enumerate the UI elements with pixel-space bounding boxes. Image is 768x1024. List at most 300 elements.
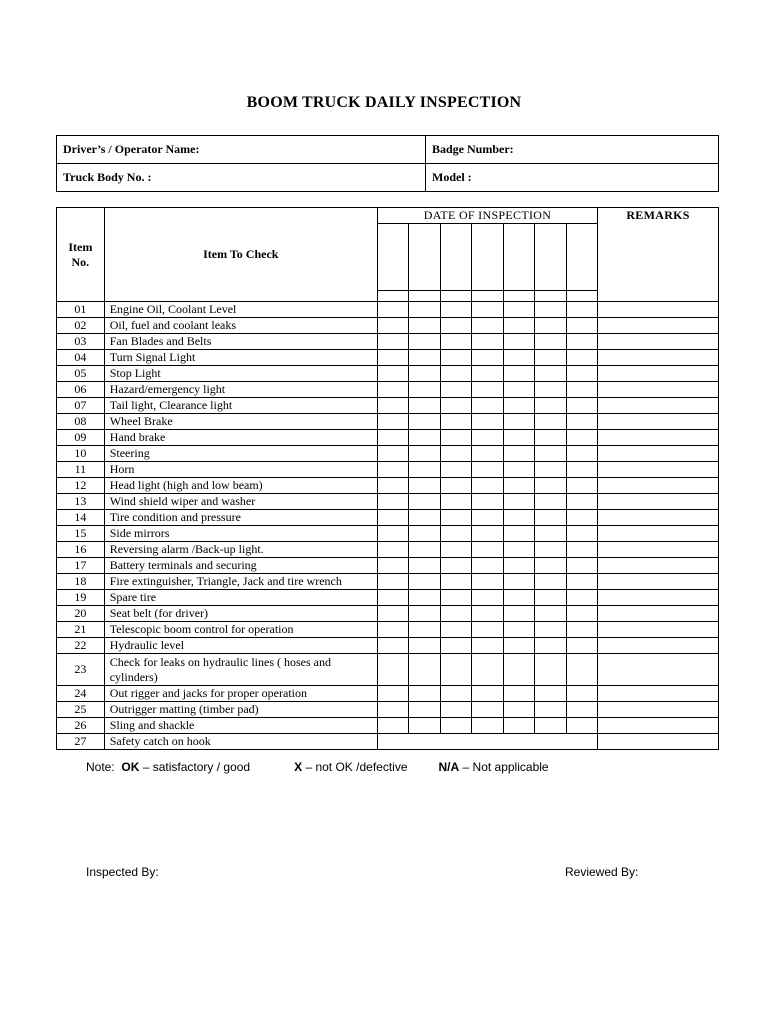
- date-check-cell[interactable]: [535, 606, 566, 622]
- date-check-cell[interactable]: [566, 590, 597, 606]
- date-check-cell[interactable]: [409, 366, 440, 382]
- remarks-cell[interactable]: [598, 414, 719, 430]
- date-check-cell[interactable]: [377, 510, 408, 526]
- col-date-header: DATE OF INSPECTION: [377, 208, 597, 224]
- item-to-check: Battery terminals and securing: [104, 558, 377, 574]
- inspection-table: [56, 207, 719, 750]
- date-check-cell[interactable]: [377, 446, 408, 462]
- date-spacer-cell: [503, 291, 534, 302]
- date-check-cell[interactable]: [440, 334, 471, 350]
- remarks-cell[interactable]: [598, 350, 719, 366]
- date-check-cell[interactable]: [566, 414, 597, 430]
- date-check-cell[interactable]: [503, 398, 534, 414]
- date-check-cell[interactable]: [503, 318, 534, 334]
- item-to-check: Outrigger matting (timber pad): [104, 702, 377, 718]
- item-number: 17: [57, 558, 105, 574]
- remarks-cell[interactable]: [598, 462, 719, 478]
- date-check-cell[interactable]: [566, 510, 597, 526]
- date-check-cell[interactable]: [377, 430, 408, 446]
- page-title: BOOM TRUCK DAILY INSPECTION: [246, 94, 522, 111]
- date-check-cell[interactable]: [377, 574, 408, 590]
- remarks-cell[interactable]: [598, 526, 719, 542]
- date-check-cell[interactable]: [566, 334, 597, 350]
- remarks-cell[interactable]: [598, 302, 719, 318]
- item-to-check: Tail light, Clearance light: [104, 398, 377, 414]
- date-check-cell[interactable]: [535, 718, 566, 734]
- date-check-cell[interactable]: [377, 398, 408, 414]
- item-to-check: Spare tire: [104, 590, 377, 606]
- date-check-cell[interactable]: [472, 478, 503, 494]
- date-check-cell[interactable]: [472, 350, 503, 366]
- date-check-cell[interactable]: [472, 302, 503, 318]
- date-check-cell[interactable]: [566, 558, 597, 574]
- item-to-check: Seat belt (for driver): [104, 606, 377, 622]
- date-check-cell[interactable]: [472, 654, 503, 686]
- date-check-cell[interactable]: [440, 702, 471, 718]
- date-check-cell[interactable]: [566, 366, 597, 382]
- date-check-cell[interactable]: [503, 558, 534, 574]
- date-check-cell[interactable]: [535, 414, 566, 430]
- date-check-cell[interactable]: [535, 350, 566, 366]
- item-number: 15: [57, 526, 105, 542]
- date-check-cell[interactable]: [503, 718, 534, 734]
- date-check-cell[interactable]: [377, 350, 408, 366]
- remarks-cell[interactable]: [598, 702, 719, 718]
- date-check-cell[interactable]: [377, 526, 408, 542]
- date-check-cell[interactable]: [472, 446, 503, 462]
- item-to-check: Wheel Brake: [104, 414, 377, 430]
- date-check-cell[interactable]: [503, 526, 534, 542]
- date-check-cell[interactable]: [409, 542, 440, 558]
- date-check-cell[interactable]: [503, 334, 534, 350]
- remarks-cell[interactable]: [598, 398, 719, 414]
- x-text: – not OK /defective: [302, 760, 408, 774]
- date-check-cell[interactable]: [409, 718, 440, 734]
- date-check-cell[interactable]: [472, 366, 503, 382]
- date-check-cell[interactable]: [566, 542, 597, 558]
- badge-number-field[interactable]: [426, 136, 719, 164]
- date-check-cell[interactable]: [472, 590, 503, 606]
- item-number: 13: [57, 494, 105, 510]
- date-spacer-cell: [440, 291, 471, 302]
- table-row: [57, 398, 719, 414]
- remarks-cell[interactable]: [598, 654, 719, 686]
- remarks-cell[interactable]: [598, 382, 719, 398]
- table-row: [57, 462, 719, 478]
- date-entry-cell[interactable]: [440, 224, 471, 291]
- table-row: [57, 542, 719, 558]
- date-check-cell[interactable]: [377, 718, 408, 734]
- date-check-cell[interactable]: [503, 366, 534, 382]
- date-check-cell[interactable]: [535, 462, 566, 478]
- remarks-cell[interactable]: [598, 638, 719, 654]
- date-check-cell[interactable]: [535, 382, 566, 398]
- date-check-cell[interactable]: [440, 350, 471, 366]
- date-check-cell[interactable]: [409, 574, 440, 590]
- date-entry-cell[interactable]: [535, 224, 566, 291]
- date-check-cell[interactable]: [503, 478, 534, 494]
- date-check-cell[interactable]: [440, 526, 471, 542]
- date-check-cell[interactable]: [409, 606, 440, 622]
- date-check-cell[interactable]: [409, 462, 440, 478]
- col-item-no-line1: Item: [68, 239, 93, 254]
- item-to-check: Side mirrors: [104, 526, 377, 542]
- date-check-cell[interactable]: [503, 606, 534, 622]
- item-number: 26: [57, 718, 105, 734]
- date-check-cell[interactable]: [535, 654, 566, 686]
- table-row: [57, 382, 719, 398]
- date-check-cell[interactable]: [377, 606, 408, 622]
- date-check-cell[interactable]: [472, 382, 503, 398]
- date-check-cell[interactable]: [440, 718, 471, 734]
- date-check-cell[interactable]: [503, 462, 534, 478]
- date-check-cell[interactable]: [409, 558, 440, 574]
- date-check-cell[interactable]: [377, 414, 408, 430]
- date-check-cell[interactable]: [535, 318, 566, 334]
- driver-operator-name-field[interactable]: [57, 136, 426, 164]
- date-check-cell[interactable]: [566, 622, 597, 638]
- date-check-cell[interactable]: [566, 654, 597, 686]
- ok-code: OK: [121, 760, 140, 774]
- date-check-cell[interactable]: [503, 430, 534, 446]
- date-check-cell[interactable]: [409, 350, 440, 366]
- date-check-cell[interactable]: [440, 606, 471, 622]
- legend-note: [86, 760, 549, 774]
- date-check-cell[interactable]: [472, 686, 503, 702]
- date-spacer-cell: [566, 291, 597, 302]
- table-row: [57, 430, 719, 446]
- date-check-cell[interactable]: [566, 718, 597, 734]
- item-number: 22: [57, 638, 105, 654]
- item-to-check: Stop Light: [104, 366, 377, 382]
- date-check-cell[interactable]: [377, 478, 408, 494]
- date-check-cell[interactable]: [503, 590, 534, 606]
- date-check-cell[interactable]: [377, 622, 408, 638]
- date-check-cell[interactable]: [566, 446, 597, 462]
- date-check-cell[interactable]: [377, 590, 408, 606]
- date-check-cell[interactable]: [503, 702, 534, 718]
- item-to-check: Fire extinguisher, Triangle, Jack and tire wrench: [104, 574, 377, 590]
- item-to-check: Head light (high and low beam): [104, 478, 377, 494]
- col-remarks-header: REMARKS: [598, 208, 719, 302]
- date-check-cell[interactable]: [535, 334, 566, 350]
- date-check-cell[interactable]: [377, 494, 408, 510]
- date-check-cell[interactable]: [440, 430, 471, 446]
- item-to-check: Engine Oil, Coolant Level: [104, 302, 377, 318]
- date-check-cell[interactable]: [472, 542, 503, 558]
- date-check-cell[interactable]: [535, 446, 566, 462]
- item-to-check: Fan Blades and Belts: [104, 334, 377, 350]
- remarks-cell[interactable]: [598, 574, 719, 590]
- date-check-cell[interactable]: [566, 350, 597, 366]
- date-check-cell[interactable]: [472, 430, 503, 446]
- date-check-cell[interactable]: [503, 510, 534, 526]
- date-check-cell[interactable]: [409, 446, 440, 462]
- date-check-cell[interactable]: [535, 702, 566, 718]
- date-check-cell[interactable]: [409, 654, 440, 686]
- date-check-cell[interactable]: [409, 686, 440, 702]
- table-row: [57, 702, 719, 718]
- date-check-cell[interactable]: [409, 702, 440, 718]
- remarks-cell[interactable]: [598, 430, 719, 446]
- date-check-cell[interactable]: [409, 382, 440, 398]
- item-number: 11: [57, 462, 105, 478]
- date-check-cell[interactable]: [440, 398, 471, 414]
- remarks-cell[interactable]: [598, 622, 719, 638]
- remarks-cell[interactable]: [598, 366, 719, 382]
- date-check-cell[interactable]: [440, 382, 471, 398]
- na-text: – Not applicable: [459, 760, 549, 774]
- date-check-cell[interactable]: [535, 590, 566, 606]
- date-entry-cell[interactable]: [377, 224, 408, 291]
- date-check-cell[interactable]: [409, 414, 440, 430]
- remarks-cell[interactable]: [598, 318, 719, 334]
- date-check-cell[interactable]: [566, 494, 597, 510]
- date-entry-cell[interactable]: [503, 224, 534, 291]
- date-check-cell[interactable]: [535, 622, 566, 638]
- date-check-cell[interactable]: [503, 686, 534, 702]
- date-check-cell[interactable]: [472, 558, 503, 574]
- item-to-check: Steering: [104, 446, 377, 462]
- date-check-cell[interactable]: [440, 638, 471, 654]
- date-check-cell[interactable]: [566, 430, 597, 446]
- date-check-cell[interactable]: [535, 430, 566, 446]
- date-check-cell[interactable]: [503, 414, 534, 430]
- date-check-cell[interactable]: [566, 702, 597, 718]
- date-check-cell[interactable]: [409, 478, 440, 494]
- date-check-cell[interactable]: [535, 366, 566, 382]
- date-check-cell[interactable]: [440, 686, 471, 702]
- date-check-cell[interactable]: [566, 382, 597, 398]
- date-check-cell[interactable]: [377, 462, 408, 478]
- item-to-check: Oil, fuel and coolant leaks: [104, 318, 377, 334]
- remarks-cell[interactable]: [598, 686, 719, 702]
- date-check-cell[interactable]: [472, 318, 503, 334]
- remarks-cell[interactable]: [598, 510, 719, 526]
- table-row: [57, 318, 719, 334]
- ok-text: – satisfactory / good: [139, 760, 251, 774]
- date-check-cell[interactable]: [440, 446, 471, 462]
- inspected-by-label: Inspected By:: [86, 865, 159, 879]
- date-check-cell[interactable]: [440, 462, 471, 478]
- remarks-cell[interactable]: [598, 542, 719, 558]
- date-check-cell[interactable]: [409, 398, 440, 414]
- table-row: [57, 638, 719, 654]
- inspection-rows: [57, 302, 719, 750]
- date-check-cell[interactable]: [535, 494, 566, 510]
- date-check-cell[interactable]: [472, 702, 503, 718]
- date-check-cell[interactable]: [535, 558, 566, 574]
- date-check-cell[interactable]: [440, 510, 471, 526]
- item-number: 27: [57, 734, 105, 750]
- date-check-cell[interactable]: [377, 702, 408, 718]
- remarks-cell[interactable]: [598, 606, 719, 622]
- date-entry-cell[interactable]: [409, 224, 440, 291]
- date-check-cell[interactable]: [409, 430, 440, 446]
- date-check-cell[interactable]: [472, 510, 503, 526]
- date-check-cell[interactable]: [377, 334, 408, 350]
- date-check-cell[interactable]: [377, 542, 408, 558]
- date-check-cell[interactable]: [440, 542, 471, 558]
- date-check-cell[interactable]: [440, 574, 471, 590]
- item-number: 02: [57, 318, 105, 334]
- date-check-cell[interactable]: [440, 478, 471, 494]
- date-check-cell[interactable]: [503, 494, 534, 510]
- table-row: [57, 334, 719, 350]
- item-to-check: Hand brake: [104, 430, 377, 446]
- date-check-cell[interactable]: [377, 734, 597, 750]
- table-row: [57, 510, 719, 526]
- date-check-cell[interactable]: [377, 302, 408, 318]
- item-number: 09: [57, 430, 105, 446]
- date-check-cell[interactable]: [440, 494, 471, 510]
- date-check-cell[interactable]: [409, 622, 440, 638]
- date-check-cell[interactable]: [472, 638, 503, 654]
- date-check-cell[interactable]: [440, 318, 471, 334]
- truck-body-no-label: Truck Body No. :: [63, 170, 152, 184]
- date-check-cell[interactable]: [409, 302, 440, 318]
- date-check-cell[interactable]: [472, 718, 503, 734]
- table-row: [57, 366, 719, 382]
- date-check-cell[interactable]: [472, 414, 503, 430]
- model-field[interactable]: [426, 164, 719, 192]
- date-check-cell[interactable]: [440, 366, 471, 382]
- date-check-cell[interactable]: [440, 654, 471, 686]
- date-check-cell[interactable]: [535, 478, 566, 494]
- table-row: [57, 574, 719, 590]
- date-check-cell[interactable]: [503, 302, 534, 318]
- date-check-cell[interactable]: [503, 638, 534, 654]
- date-check-cell[interactable]: [566, 318, 597, 334]
- table-row: [57, 414, 719, 430]
- remarks-cell[interactable]: [598, 718, 719, 734]
- date-check-cell[interactable]: [535, 574, 566, 590]
- date-check-cell[interactable]: [472, 462, 503, 478]
- reviewed-by-label: Reviewed By:: [565, 865, 639, 879]
- date-check-cell[interactable]: [440, 414, 471, 430]
- date-check-cell[interactable]: [472, 606, 503, 622]
- remarks-cell[interactable]: [598, 558, 719, 574]
- date-check-cell[interactable]: [566, 398, 597, 414]
- date-check-cell[interactable]: [440, 302, 471, 318]
- remarks-cell[interactable]: [598, 478, 719, 494]
- date-check-cell[interactable]: [503, 574, 534, 590]
- remarks-cell[interactable]: [598, 734, 719, 750]
- date-check-cell[interactable]: [566, 526, 597, 542]
- item-number: 05: [57, 366, 105, 382]
- date-check-cell[interactable]: [440, 558, 471, 574]
- item-number: 21: [57, 622, 105, 638]
- date-check-cell[interactable]: [566, 686, 597, 702]
- date-check-cell[interactable]: [535, 510, 566, 526]
- date-check-cell[interactable]: [472, 398, 503, 414]
- item-number: 07: [57, 398, 105, 414]
- date-check-cell[interactable]: [503, 622, 534, 638]
- date-check-cell[interactable]: [566, 462, 597, 478]
- date-check-cell[interactable]: [377, 366, 408, 382]
- table-row: [57, 494, 719, 510]
- date-check-cell[interactable]: [377, 686, 408, 702]
- remarks-cell[interactable]: [598, 494, 719, 510]
- item-to-check: Horn: [104, 462, 377, 478]
- badge-number-label: Badge Number:: [432, 142, 514, 156]
- date-check-cell[interactable]: [409, 638, 440, 654]
- date-check-cell[interactable]: [409, 590, 440, 606]
- item-number: 10: [57, 446, 105, 462]
- item-to-check: Wind shield wiper and washer: [104, 494, 377, 510]
- item-number: 24: [57, 686, 105, 702]
- item-number: 12: [57, 478, 105, 494]
- remarks-cell[interactable]: [598, 590, 719, 606]
- date-check-cell[interactable]: [503, 350, 534, 366]
- date-check-cell[interactable]: [472, 526, 503, 542]
- header-table: [56, 135, 719, 192]
- date-check-cell[interactable]: [472, 574, 503, 590]
- date-check-cell[interactable]: [409, 526, 440, 542]
- date-check-cell[interactable]: [409, 334, 440, 350]
- date-entry-cell[interactable]: [472, 224, 503, 291]
- date-check-cell[interactable]: [566, 638, 597, 654]
- date-check-cell[interactable]: [377, 654, 408, 686]
- date-check-cell[interactable]: [409, 494, 440, 510]
- item-number: 25: [57, 702, 105, 718]
- driver-operator-name-label: Driver’s / Operator Name:: [63, 142, 200, 156]
- date-check-cell[interactable]: [472, 622, 503, 638]
- date-check-cell[interactable]: [535, 542, 566, 558]
- date-check-cell[interactable]: [566, 478, 597, 494]
- date-spacer-cell: [472, 291, 503, 302]
- remarks-cell[interactable]: [598, 334, 719, 350]
- date-check-cell[interactable]: [377, 638, 408, 654]
- table-row: [57, 734, 719, 750]
- date-check-cell[interactable]: [566, 574, 597, 590]
- date-check-cell[interactable]: [409, 510, 440, 526]
- item-number: 01: [57, 302, 105, 318]
- item-to-check: Telescopic boom control for operation: [104, 622, 377, 638]
- date-check-cell[interactable]: [377, 558, 408, 574]
- date-check-cell[interactable]: [377, 318, 408, 334]
- date-check-cell[interactable]: [409, 318, 440, 334]
- date-check-cell[interactable]: [535, 686, 566, 702]
- x-code: X: [294, 760, 303, 774]
- remarks-cell[interactable]: [598, 446, 719, 462]
- date-check-cell[interactable]: [566, 302, 597, 318]
- date-check-cell[interactable]: [440, 590, 471, 606]
- date-check-cell[interactable]: [377, 382, 408, 398]
- date-check-cell[interactable]: [503, 382, 534, 398]
- truck-body-no-field[interactable]: [57, 164, 426, 192]
- col-item-no-header: [57, 208, 105, 302]
- date-check-cell[interactable]: [503, 446, 534, 462]
- date-check-cell[interactable]: [472, 334, 503, 350]
- date-check-cell[interactable]: [440, 622, 471, 638]
- date-check-cell[interactable]: [535, 638, 566, 654]
- date-check-cell[interactable]: [535, 398, 566, 414]
- date-check-cell[interactable]: [503, 542, 534, 558]
- date-check-cell[interactable]: [472, 494, 503, 510]
- table-row: [57, 526, 719, 542]
- item-number: 23: [57, 654, 105, 686]
- item-number: 08: [57, 414, 105, 430]
- date-check-cell[interactable]: [535, 302, 566, 318]
- date-entry-cell[interactable]: [566, 224, 597, 291]
- date-spacer-cell: [409, 291, 440, 302]
- date-check-cell[interactable]: [535, 526, 566, 542]
- date-spacer-cell: [535, 291, 566, 302]
- date-check-cell[interactable]: [503, 654, 534, 686]
- date-check-cell[interactable]: [566, 606, 597, 622]
- item-number: 03: [57, 334, 105, 350]
